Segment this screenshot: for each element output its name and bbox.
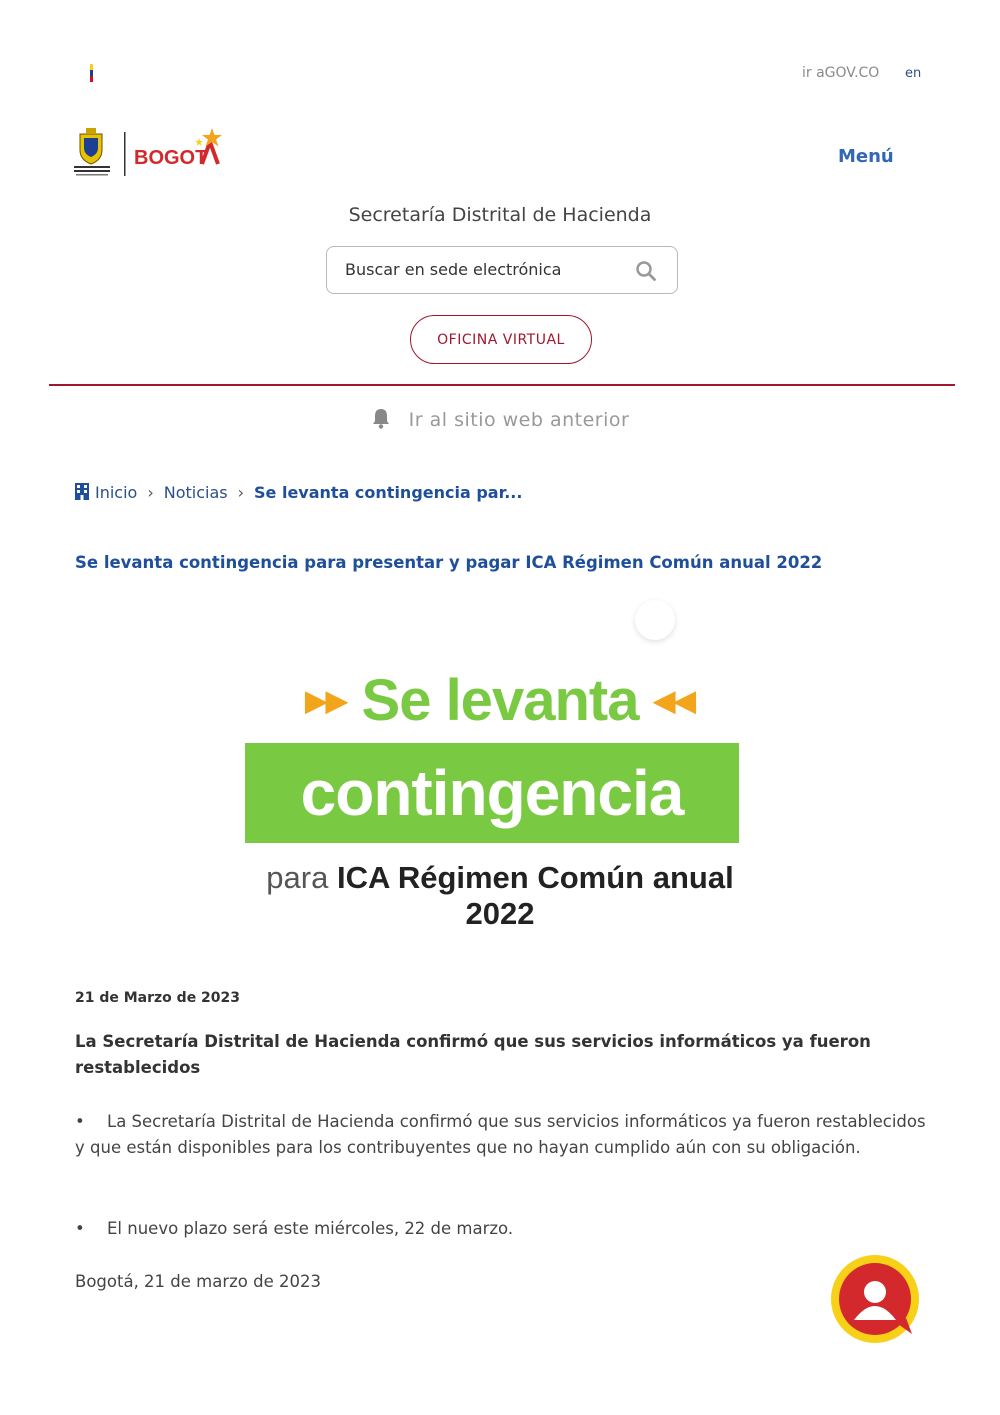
virtual-office-button[interactable]: OFICINA VIRTUAL [410, 315, 592, 364]
chat-assistant-button[interactable] [830, 1254, 920, 1344]
breadcrumb-current: Se levanta contingencia par... [254, 483, 523, 502]
svg-text:BOGOT: BOGOT [134, 147, 208, 169]
bell-icon [371, 407, 391, 429]
article-lead: La Secretaría Distrital de Hacienda confirmó que sus servicios informáticos ya fueron restablecidos [75, 1032, 871, 1077]
article-hero-image [245, 665, 755, 931]
list-item [75, 1216, 935, 1242]
arrow-right-icon: ▶▶ [305, 685, 347, 716]
building-icon [75, 483, 89, 500]
hero-subline-lead: para [266, 860, 329, 895]
breadcrumb-home[interactable]: Inicio [95, 483, 138, 502]
language-toggle[interactable]: en [905, 66, 922, 81]
bullet-dot: • [75, 1112, 85, 1131]
old-site-label: Ir al sitio web anterior [408, 409, 630, 431]
loading-spinner [635, 600, 675, 640]
search-icon[interactable] [635, 260, 657, 282]
list-item-text: La Secretaría Distrital de Hacienda confirmó que sus servicios informáticos ya fueron restablecidos y que están disponibles para los contribuyentes que no hayan cumplido aún con su obligación. [75, 1112, 926, 1157]
main-menu-button[interactable]: Menú [838, 146, 894, 167]
hero-band: contingencia [245, 743, 739, 843]
hero-subline-rest: ICA Régimen Común anual 2022 [336, 860, 734, 931]
header-divider [49, 384, 955, 386]
article-closing: Bogotá, 21 de marzo de 2023 [75, 1272, 321, 1291]
chevron-right-icon: › [237, 483, 245, 502]
breadcrumb [75, 483, 522, 502]
hero-line1-text: Se levanta [361, 668, 639, 733]
site-title: Secretaría Distrital de Hacienda [348, 204, 652, 226]
article-date: 21 de Marzo de 2023 [75, 990, 241, 1006]
list-item-text: El nuevo plazo será este miércoles, 22 de marzo. [107, 1219, 514, 1238]
search-box[interactable] [326, 246, 678, 294]
chevron-right-icon: › [147, 483, 154, 502]
article-title: Se levanta contingencia para presentar y pagar ICA Régimen Común anual 2022 [75, 553, 823, 572]
hero-headline [245, 665, 755, 737]
search-input[interactable] [343, 259, 617, 280]
alcaldia-bogota-logo[interactable] [72, 124, 232, 180]
gov-flag-mark [90, 64, 93, 82]
goto-govco-link[interactable]: ir aGOV.CO [802, 65, 880, 81]
old-site-link[interactable] [0, 407, 1000, 431]
arrow-left-icon: ◀◀ [653, 685, 695, 716]
list-item [75, 1109, 935, 1161]
bullet-dot: • [75, 1219, 85, 1238]
coat-of-arms-icon [74, 128, 110, 176]
chat-user-icon [830, 1254, 920, 1344]
breadcrumb-news[interactable]: Noticias [163, 483, 228, 502]
hero-subline [245, 860, 755, 932]
